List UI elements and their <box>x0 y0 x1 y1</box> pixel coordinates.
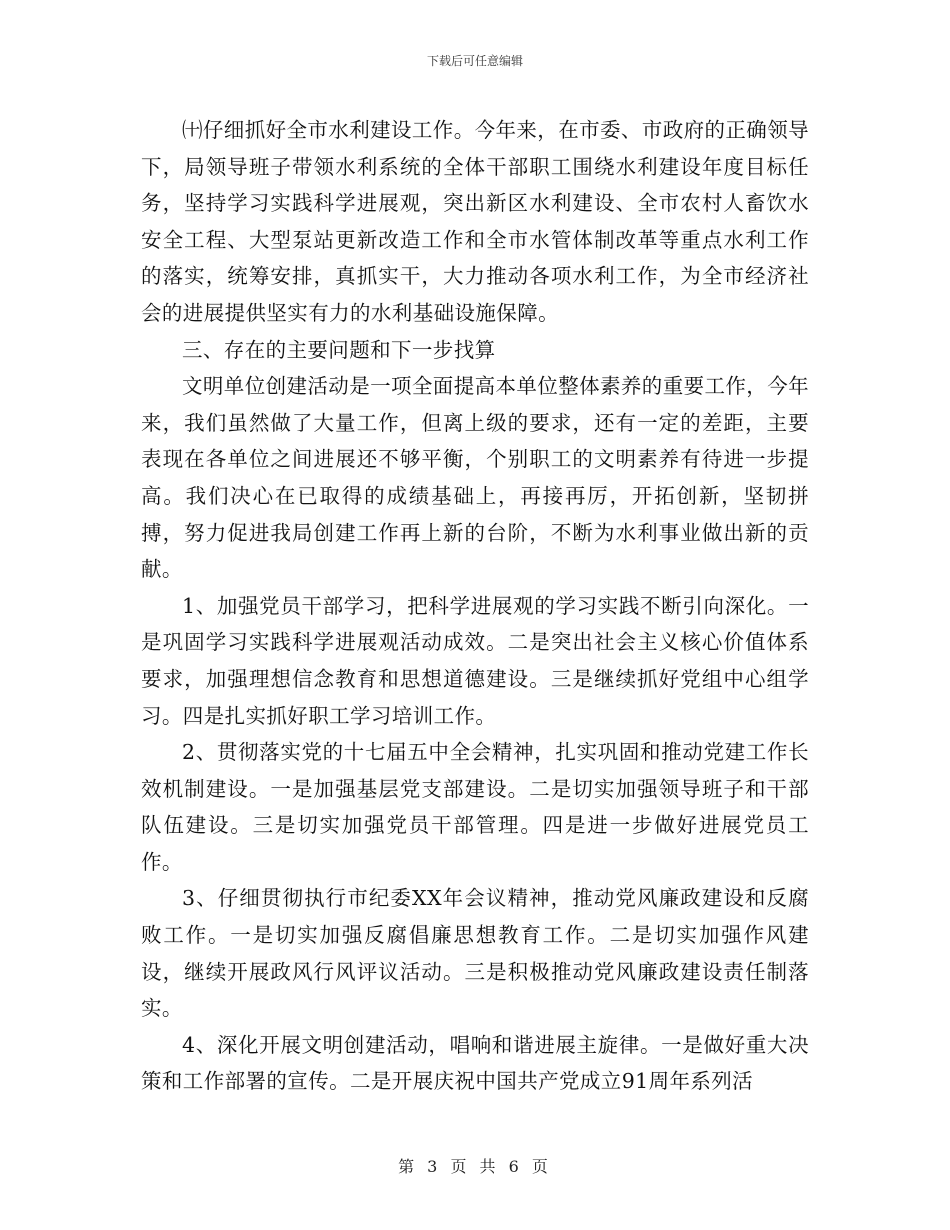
document-body <box>141 112 809 1100</box>
paragraph-item-2: 2、贯彻落实党的十七届五中全会精神，扎实巩固和推动党建工作长效机制建设。一是加强基层党支部建设。二是切实加强领导班子和干部队伍建设。三是切实加强党员干部管理。四是进一步做好进展党员工作。 <box>141 740 809 874</box>
page-number-footer: 第 3 页 共 6 页 <box>398 1157 552 1176</box>
page-header: 下载后可任意编辑 <box>426 54 523 68</box>
paragraph-item-3: 3、仔细贯彻执行市纪委XX年会议精神，推动党风廉政建设和反腐败工作。一是切实加强反腐倡廉思想教育工作。二是切实加强作风建设，继续开展政风行风评议活动。三是积极推动党风廉政建设责任制落实。 <box>141 886 809 1021</box>
paragraph-water-construction: ㈩仔细抓好全市水利建设工作。今年来，在市委、市政府的正确领导下，局领导班子带领水利系统的全体干部职工围绕水利建设年度目标任务，坚持学习实践科学进展观，突出新区水利建设、全市农村人畜饮水安全工程、大型泵站更新改造工作和全市水管体制改革等重点水利工作的落实，统筹安排，真抓实干，大力推动各项水利工作，为全市经济社会的进展提供坚实有力的水利基础设施保障。 <box>141 118 809 325</box>
paragraph-item-4: 4、深化开展文明创建活动，唱响和谐进展主旋律。一是做好重大决策和工作部署的宣传。二是开展庆祝中国共产党成立91周年系列活 <box>141 1032 809 1094</box>
paragraph-item-1: 1、加强党员干部学习，把科学进展观的学习实践不断引向深化。一是巩固学习实践科学进展观活动成效。二是突出社会主义核心价值体系要求，加强理想信念教育和思想道德建设。三是继续抓好党组中心组学习。四是扎实抓好职工学习培训工作。 <box>141 593 809 728</box>
section-heading-problems: 三、存在的主要问题和下一步找算 <box>182 337 496 362</box>
paragraph-civilization-creation: 文明单位创建活动是一项全面提高本单位整体素养的重要工作，今年来，我们虽然做了大量工作，但离上级的要求，还有一定的差距，主要表现在各单位之间进展还不够平衡，个别职工的文明素养有待进一步提高。我们决心在已取得的成绩基础上，再接再厉，开拓创新，坚韧拼搏，努力促进我局创建工作再上新的台阶，不断为水利事业做出新的贡献。 <box>141 374 809 582</box>
